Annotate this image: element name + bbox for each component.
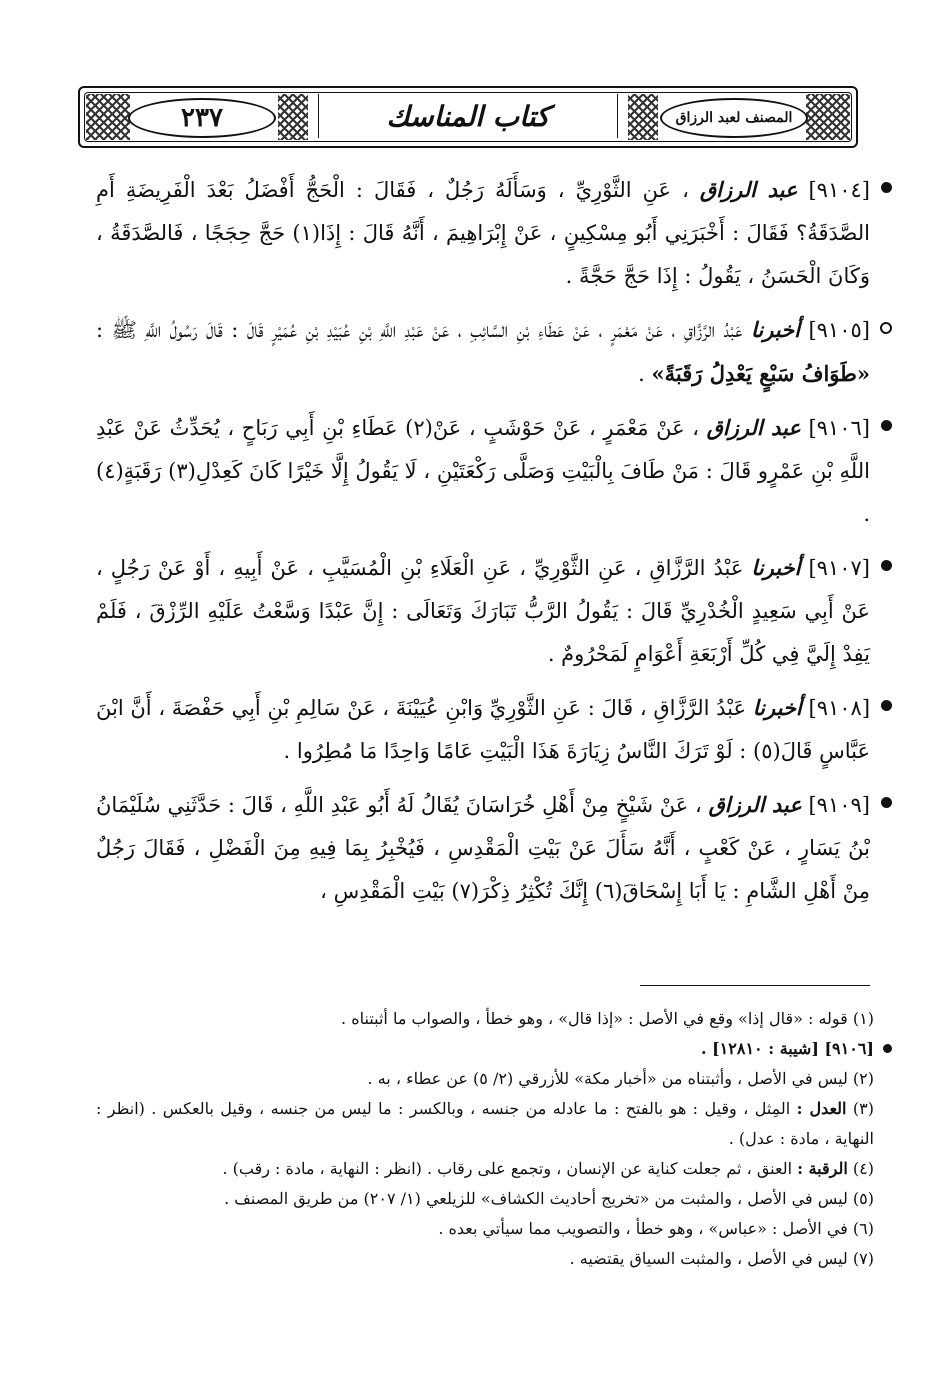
source-reference bbox=[96, 1034, 874, 1064]
filled-circle-icon bbox=[881, 182, 892, 193]
hadith-text: ، عَنِ الثَّوْرِيِّ ، وَسَأَلَهُ رَجُلٌ ، فَقَالَ : الْحَجُّ أَفْضَلُ بَعْدَ الْفَرِيضَةِ أَمِ الصَّدَقَةُ؟ فَقَالَ : أَخْبَرَنِي أَبُو مِسْكِينٍ ، عَنْ إِبْرَاهِيمَ ، أَنَّهُ قَالَ : إِذَا(١) حَجَّ حِجَجًا ، فَالصَّدَقَةُ ، وَكَانَ الْحَسَنُ ، يَقُولُ : إِذَا حَجَّ حَجَّةً . bbox=[96, 178, 870, 288]
narrator: عبد الرزاق bbox=[706, 415, 801, 440]
page-header bbox=[78, 86, 858, 148]
ornament-pattern bbox=[628, 94, 658, 140]
filled-circle-icon bbox=[883, 1044, 892, 1053]
narrator: عبد الرزاق bbox=[699, 177, 798, 202]
filled-circle-icon bbox=[881, 700, 892, 711]
footnote bbox=[96, 1244, 874, 1274]
hadith-entry bbox=[96, 406, 870, 536]
footnote bbox=[96, 1184, 874, 1214]
footnote bbox=[96, 1094, 874, 1154]
footnote-label: (٥) bbox=[852, 1189, 874, 1208]
footnote bbox=[96, 1004, 874, 1034]
footnote-term: العدل : bbox=[796, 1099, 847, 1118]
hadith-number: [٩١٠٦] bbox=[808, 416, 870, 440]
source-reference-text: [٩١٠٦] [شيبة : ١٢٨١٠] . bbox=[700, 1039, 874, 1058]
footnote-text: ليس في الأصل ، والمثبت السياق يقتضيه . bbox=[569, 1249, 848, 1268]
page-number: ٢٣٧ bbox=[128, 98, 276, 138]
hadith-text: ، عَنْ مَعْمَرٍ ، عَنْ حَوْشَبٍ ، عَنْ(٢) عَطَاءِ بْنِ أَبِي رَبَاحٍ ، يُحَدِّثُ عَنْ عَبْدِ اللَّهِ بْنِ عَمْرٍو قَالَ : مَنْ طَافَ بِالْبَيْتِ وَصَلَّى رَكْعَتَيْنِ ، لَا يَقُولُ إِلَّا خَيْرًا كَانَ كَعِدْلِ(٣) رَقَبَةٍ(٤) . bbox=[96, 416, 870, 526]
filled-circle-icon bbox=[881, 420, 892, 431]
hadith-number: [٩١٠٨] bbox=[808, 696, 871, 720]
ornament-pattern bbox=[86, 94, 130, 140]
chapter-title: كتاب المناسك bbox=[318, 94, 618, 138]
hadith-entry bbox=[96, 546, 870, 676]
hadith-number: [٩١٠٧] bbox=[808, 556, 870, 580]
hadith-number: [٩١٠٥] bbox=[808, 318, 870, 342]
hadith-entry bbox=[96, 308, 870, 396]
hadith-number: [٩١٠٩] bbox=[808, 793, 870, 817]
footnote bbox=[96, 1154, 874, 1184]
narrator: أخبرنا bbox=[752, 695, 802, 720]
narrator: أخبرنا bbox=[751, 555, 801, 580]
footnote-text: ليس في الأصل ، وأثبتناه من «أخبار مكة» للأزرقي (٢/ ٥) عن عطاء ، به . bbox=[367, 1069, 848, 1088]
hollow-circle-icon bbox=[880, 322, 892, 334]
hadith-text: عَبْدُ الرَّزَّاقِ ، عَنِ الثَّوْرِيِّ ، عَنِ الْعَلَاءِ بْنِ الْمُسَيَّبِ ، عَنْ أَبِيهِ ، أَوْ عَنْ رَجُلٍ ، عَنْ أَبِي سَعِيدٍ الْخُدْرِيِّ قَالَ : يَقُولُ الرَّبُّ تَبَارَكَ وَتَعَالَى : إِنَّ عَبْدًا وَسَّعْتُ عَلَيْهِ الرِّزْقَ ، فَلَمْ يَفِدْ إِلَيَّ فِي كُلِّ أَرْبَعَةِ أَعْوَامٍ لَمَحْرُومٌ . bbox=[96, 556, 870, 666]
hadith-text: عَبْدُ الرَّزَّاقِ ، عَنْ مَعْمَرٍ ، عَنْ عَطَاءِ بْنِ السَّائِبِ ، عَنْ عَبْدِ اللَّهِ بْنِ عُبَيْدِ بْنِ عُمَيْرٍ قَالَ : قَالَ رَسُولُ اللَّهِ ﷺ : bbox=[96, 318, 743, 342]
prophetic-quote: «طَوَافُ سَبْعٍ يَعْدِلُ رَقَبَةً» bbox=[651, 361, 870, 386]
hadith-number: [٩١٠٤] bbox=[808, 178, 870, 202]
hadith-entry bbox=[96, 168, 870, 298]
footnote-label: (٢) bbox=[852, 1069, 874, 1088]
footnote-term: الرقبة : bbox=[797, 1159, 848, 1178]
narrator: عبد الرزاق bbox=[708, 792, 802, 817]
ornament-pattern bbox=[278, 94, 308, 140]
footnote-text: المِثل ، وقيل : هو بالفتح : ما عادله من جنسه ، وبالكسر : ما ليس من جنسه ، وقيل بالعكس . (انظر : النهاية ، مادة : عدل) . bbox=[96, 1099, 874, 1148]
narrator: أخبرنا bbox=[750, 317, 800, 342]
footnote-divider bbox=[640, 985, 870, 986]
footnote-label: (٧) bbox=[852, 1249, 874, 1268]
filled-circle-icon bbox=[881, 797, 892, 808]
footnote-text: العنق ، ثم جعلت كناية عن الإنسان ، وتجمع على رقاب . (انظر : النهاية ، مادة : رقب) . bbox=[222, 1159, 793, 1178]
hadith-tail: . bbox=[638, 362, 645, 386]
footnote bbox=[96, 1214, 874, 1244]
footnote bbox=[96, 1064, 874, 1094]
hadith-text: ، عَنْ شَيْخٍ مِنْ أَهْلِ خُرَاسَانَ يُقَالُ لَهُ أَبُو عَبْدِ اللَّهِ ، قَالَ : حَدَّثَنِي سُلَيْمَانُ بْنُ يَسَارٍ ، عَنْ كَعْبٍ ، أَنَّهُ سَأَلَ عَنْ بَيْتِ الْمَقْدِسِ ، فَيُخْبِرُ بِمَا فِيهِ مِنَ الْفَضْلِ ، فَقَالَ رَجُلٌ مِنْ أَهْلِ الشَّامِ : يَا أَبَا إِسْحَاقَ(٦) إِنَّكَ تُكْثِرُ ذِكْرَ(٧) بَيْتِ الْمَقْدِسِ ، bbox=[96, 793, 870, 903]
footnote-label: (٤) bbox=[852, 1159, 874, 1178]
footnote-label: (٣) bbox=[852, 1099, 875, 1118]
hadith-entry bbox=[96, 686, 870, 773]
filled-circle-icon bbox=[881, 560, 892, 571]
hadith-entry bbox=[96, 783, 870, 913]
footnote-text: قوله : «قال إذا» وقع في الأصل : «إذا قال» ، وهو خطأ ، والصواب ما أثبتناه . bbox=[341, 1009, 848, 1028]
main-text bbox=[96, 168, 870, 923]
hadith-text: عَبْدُ الرَّزَّاقِ ، قَالَ : عَنِ الثَّوْرِيِّ وَابْنِ عُيَيْنَةَ ، عَنْ سَالِمِ بْنِ أَبِي حَفْصَةَ ، أَنَّ ابْنَ عَبَّاسٍ قَالَ(٥) : لَوْ تَرَكَ النَّاسُ زِيَارَةَ هَذَا الْبَيْتِ عَامًا وَاحِدًا مَا مُطِرُوا . bbox=[96, 696, 870, 763]
ornament-pattern bbox=[806, 94, 850, 140]
footnote-label: (٦) bbox=[852, 1219, 874, 1238]
footnote-text: ليس في الأصل ، والمثبت من «تخريج أحاديث الكشاف» للزيلعي (١/ ٢٠٧) من طريق المصنف . bbox=[224, 1189, 848, 1208]
footnote-label: (١) bbox=[852, 1009, 874, 1028]
footnote-text: في الأصل : «عباس» ، وهو خطأ ، والتصويب مما سيأتي بعده . bbox=[438, 1219, 848, 1238]
book-logo: المصنف لعبد الرزاق bbox=[660, 98, 808, 138]
footnotes bbox=[96, 1004, 874, 1274]
